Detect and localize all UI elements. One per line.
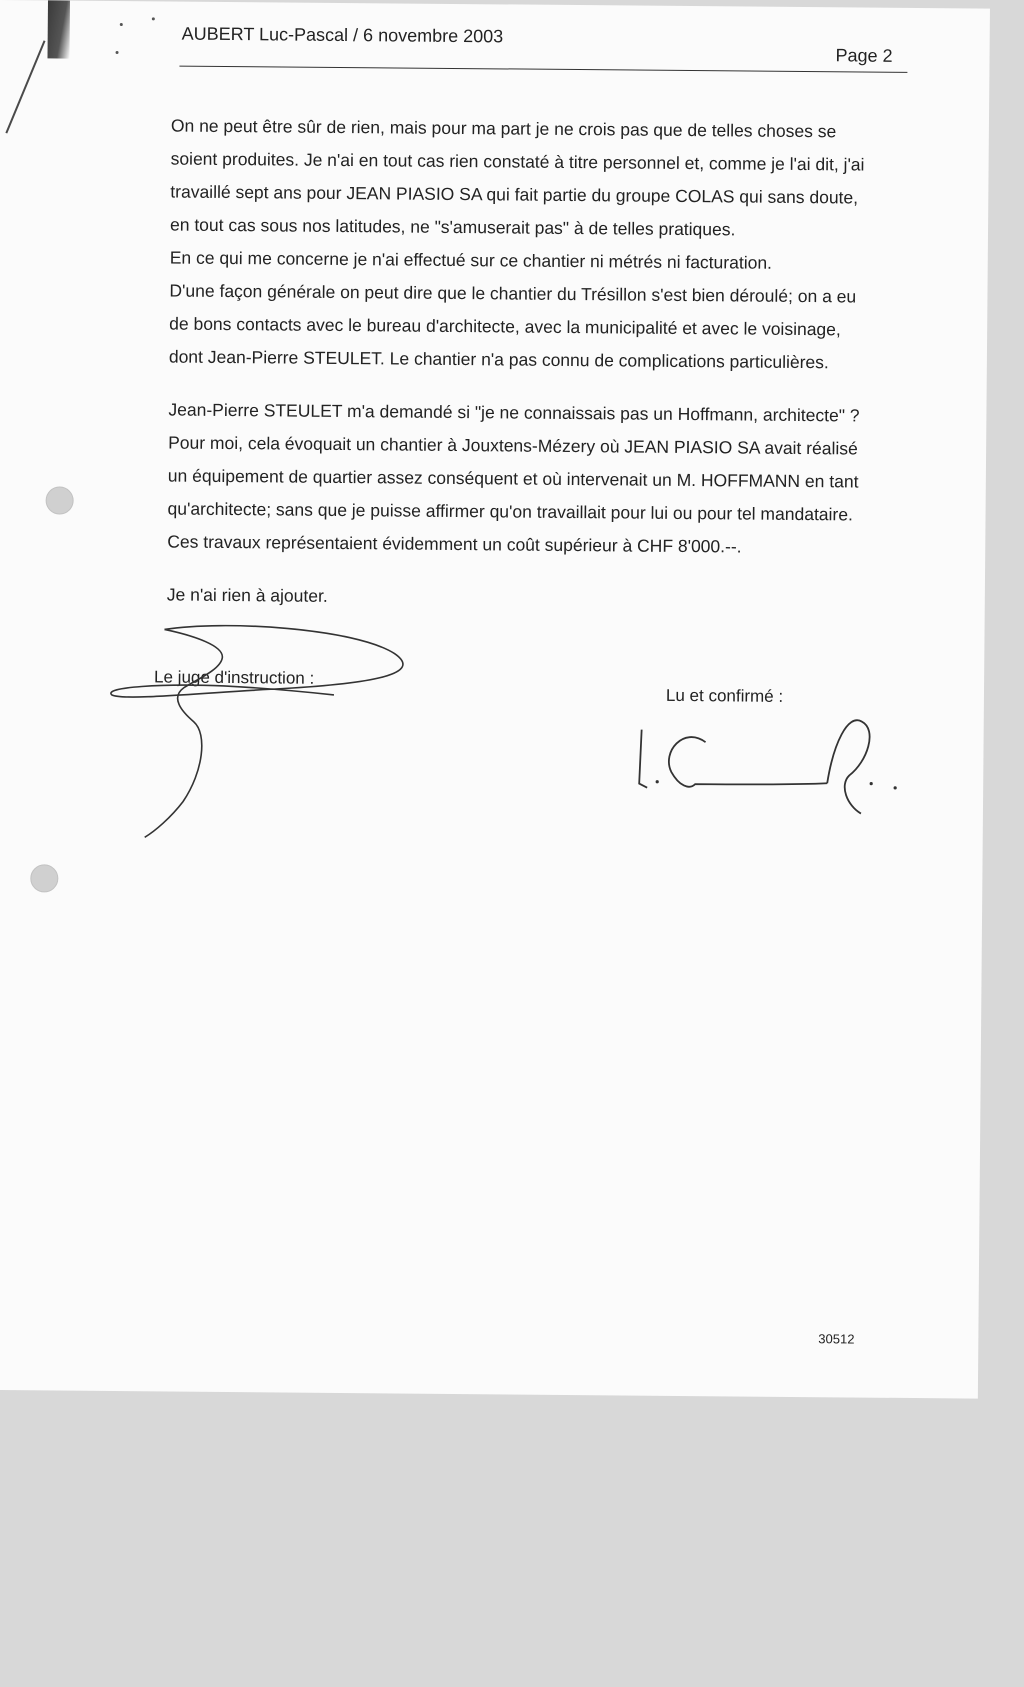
paragraph-2-line: Jean-Pierre STEULET m'a demandé si "je ne connaissais pas un Hoffmann, architecte" ? — [168, 399, 860, 426]
paragraph-1-line: D'une façon générale on peut dire que le chantier du Trésillon s'est bien déroulé; on a eu — [169, 280, 857, 307]
document-number: 30512 — [818, 1331, 855, 1347]
paragraph-2-line: Ces travaux représentaient évidemment un coût supérieur à CHF 8'000.--. — [167, 531, 742, 557]
witness-signature-label: Lu et confirmé : — [665, 685, 784, 706]
paragraph-2-line: un équipement de quartier assez conséquent et où intervenait un M. HOFFMANN en tant — [167, 465, 859, 492]
header-rule — [179, 66, 907, 73]
scan-speck — [120, 23, 123, 26]
witness-signature — [633, 712, 914, 824]
judge-signature-label: Le juge d'instruction : — [154, 667, 315, 688]
paragraph-1-line: On ne peut être sûr de rien, mais pour ma part je ne crois pas que de telles choses se — [170, 115, 837, 142]
statement-body — [167, 109, 911, 617]
scan-edge-line — [5, 40, 45, 133]
punch-hole — [46, 486, 74, 514]
scan-edge-shadow — [47, 0, 70, 58]
paragraph-1-line: travaillé sept ans pour JEAN PIASIO SA qui fait partie du groupe COLAS qui sans doute, — [170, 181, 859, 208]
paragraph-1-line: en tout cas sous nos latitudes, ne "s'amuserait pas" à de telles pratiques. — [169, 214, 736, 240]
header-title: AUBERT Luc-Pascal / 6 novembre 2003 — [181, 23, 504, 47]
scan-speck — [116, 51, 119, 54]
paragraph-2-line: qu'architecte; sans que je puisse affirmer qu'on travaillait pour lui ou pour tel mandataire. — [167, 498, 853, 525]
paragraph-1-line: En ce qui me concerne je n'ai effectué sur ce chantier ni métrés ni facturation. — [169, 247, 773, 273]
paragraph-1-line: soient produites. Je n'ai en tout cas rien constaté à titre personnel et, comme je l'ai dit, j'ai — [170, 148, 865, 175]
paragraph-1-line: de bons contacts avec le bureau d'architecte, avec la municipalité et avec le voisinage, — [169, 313, 841, 340]
paragraph-2-line: Pour moi, cela évoquait un chantier à Jouxtens-Mézery où JEAN PIASIO SA avait réalisé — [168, 432, 858, 459]
punch-hole — [30, 864, 58, 892]
closing-statement: Je n'ai rien à ajouter. — [166, 584, 328, 606]
judge-signature — [103, 621, 435, 844]
scan-speck — [152, 17, 155, 20]
page-indicator: Page 2 — [835, 45, 893, 66]
paragraph-1-line: dont Jean-Pierre STEULET. Le chantier n'a pas connu de complications particulières. — [168, 346, 829, 373]
